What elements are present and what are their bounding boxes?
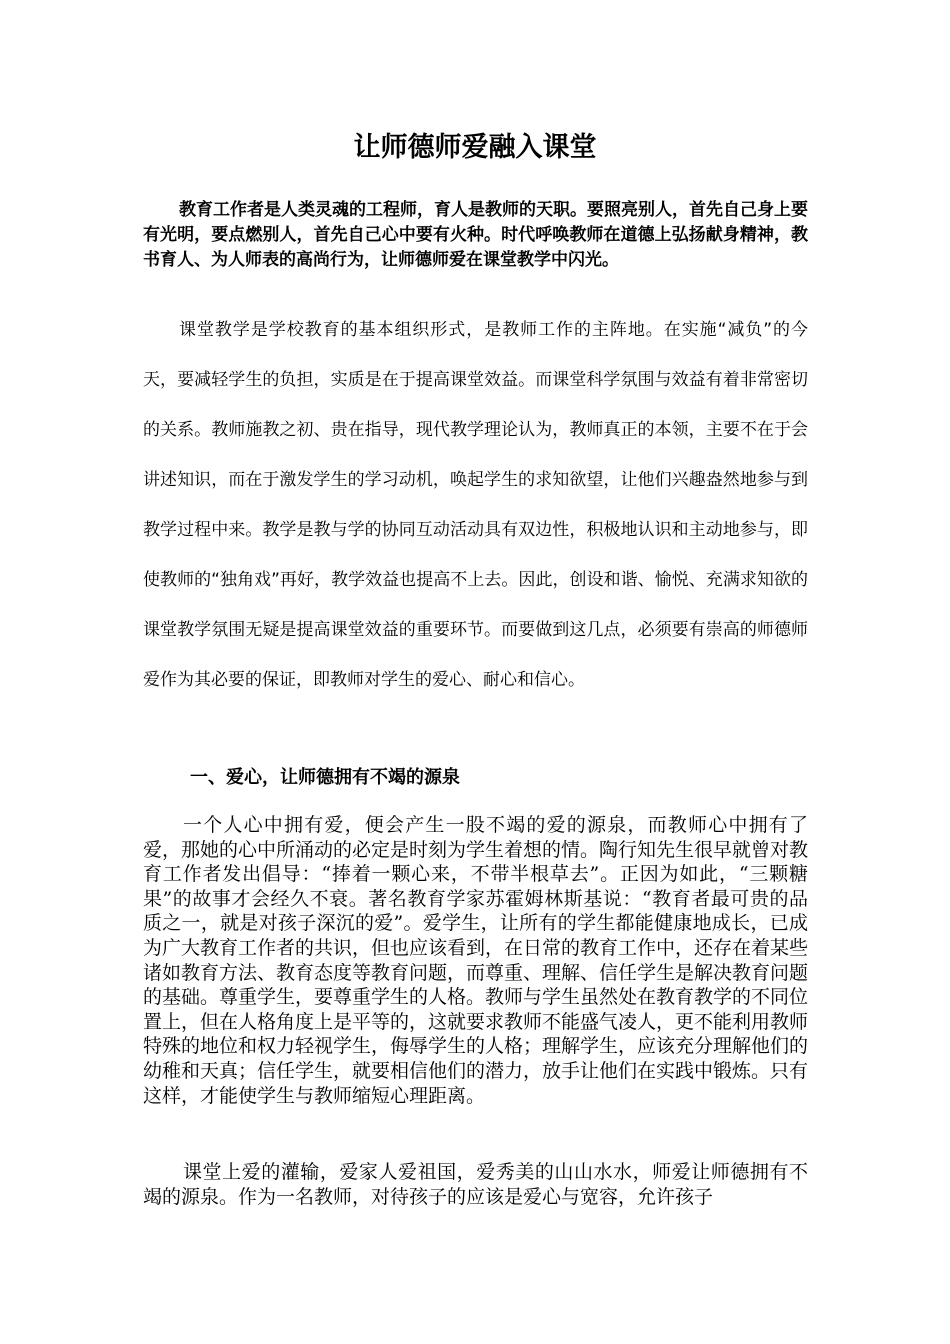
intro-paragraph: 教育工作者是人类灵魂的工程师，育人是教师的天职。要照亮别人，首先自己身上要有光明，要点燃别人，首先自己心中要有火种。时代呼唤教师在道德上弘扬献身精神，教书育人、为人师表的高尚行为，让师德师爱在课堂教学中闪光。 [143, 200, 808, 270]
document-title: 让师德师爱融入课堂 [353, 132, 597, 163]
section-1-paragraph-2: 课堂上爱的灌输，爱家人爱祖国，爱秀美的山山水水，师爱让师德拥有不竭的源泉。作为一名教师，对待孩子的应该是爱心与宽容，允许孩子 [143, 1161, 808, 1208]
section-heading-1: 一、爱心，让师德拥有不竭的源泉 [190, 767, 460, 788]
section-1-paragraph-1: 一个人心中拥有爱，便会产生一股不竭的爱的源泉，而教师心中拥有了爱，那她的心中所涌动的必定是时刻为学生着想的情。陶行知先生很早就曾对教育工作者发出倡导：“捧着一颗心来，不带半根草去”。正因为如此，“三颗糖果”的故事才会经久不衰。著名教育学家苏霍姆林斯基说：“教育者最可贵的品质之一，就是对孩子深沉的爱”。爱学生，让所有的学生都能健康地成长，已成为广大教育工作者的共识，但也应该看到，在日常的教育工作中，还存在着某些诸如教育方法、教育态度等教育问题，而尊重、理解、信任学生是解决教育问题的基础。尊重学生，要尊重学生的人格。教师与学生虽然处在教育教学的不同位置上，但在人格角度上是平等的，这就要求教师不能盛气凌人，更不能利用教师特殊的地位和权力轻视学生，侮辱学生的人格；理解学生，应该充分理解他们的幼稚和天真；信任学生，就要相信他们的潜力，放手让他们在实践中锻炼。只有这样，才能使学生与教师缩短心理距离。 [143, 814, 809, 1107]
body-paragraph-1: 课堂教学是学校教育的基本组织形式，是教师工作的主阵地。在实施“减负”的今天，要减轻学生的负担，实质是在于提高课堂效益。而课堂科学氛围与效益有着非常密切的关系。教师施教之初、贵在指导，现代教学理论认为，教师真正的本领，主要不在于会讲述知识，而在于激发学生的学习动机，唤起学生的求知欲望，让他们兴趣盎然地参与到教学过程中来。教学是教与学的协同互动活动具有双边性，积极地认识和主动地参与，即使教师的“独角戏”再好，教学效益也提高不上去。因此，创设和谐、愉悦、充满求知欲的课堂教学氛围无疑是提高课堂效益的重要环节。而要做到这几点，必须要有崇高的师德师爱作为其必要的保证，即教师对学生的爱心、耐心和信心。 [143, 320, 808, 690]
